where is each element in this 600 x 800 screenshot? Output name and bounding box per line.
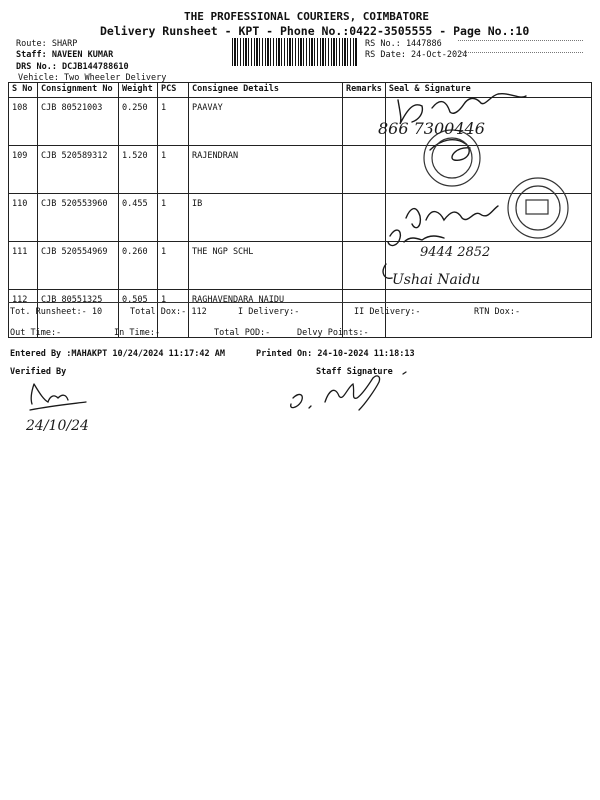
i-delivery: I Delivery:-: [238, 307, 300, 317]
vehicle-label: Vehicle: Two Wheeler Delivery: [18, 73, 167, 83]
cell-consignee: IB: [189, 194, 343, 242]
col-pcs: PCS: [158, 83, 189, 98]
header-dotted-rule-2: [458, 52, 583, 53]
handwritten-verify-date: 24/10/24: [26, 418, 89, 434]
cell-consignment: CJB 80521003: [38, 98, 119, 146]
tot-runsheet: Tot. Runsheet:- 10: [10, 307, 103, 317]
cell-sno: 111: [9, 242, 38, 290]
barcode-image: [232, 38, 358, 66]
total-pod: Total POD:-: [214, 328, 271, 338]
cell-pcs: 1: [158, 98, 189, 146]
cell-consignment: CJB 520554969: [38, 242, 119, 290]
summary-divider: [8, 302, 592, 303]
cell-sno: 112: [9, 290, 38, 338]
ii-delivery: II Delivery:-: [354, 307, 421, 317]
staff-signature-scribble: [285, 370, 445, 420]
company-title: THE PROFESSIONAL COURIERS, COIMBATORE: [184, 10, 430, 23]
cell-consignment: CJB 520553960: [38, 194, 119, 242]
handwritten-phone-1: 866 7300446: [378, 119, 485, 138]
col-weight: Weight: [119, 83, 158, 98]
cell-consignment: CJB 80551325: [38, 290, 119, 338]
cell-weight: 1.520: [119, 146, 158, 194]
signature-row-110-111: [388, 230, 444, 245]
handwritten-phone-2: 9444 2852: [420, 245, 491, 260]
col-remarks: Remarks: [343, 83, 386, 98]
printed-on: Printed On: 24-10-2024 11:18:13: [256, 349, 415, 359]
verified-by-label: Verified By: [10, 367, 67, 377]
cell-pcs: 1: [158, 242, 189, 290]
cell-consignee: PAAVAY: [189, 98, 343, 146]
runsheet-subtitle: Delivery Runsheet - KPT - Phone No.:0422-3505555 - Page No.:10: [100, 24, 530, 38]
seal-stamp: [508, 178, 568, 238]
cell-sno: 110: [9, 194, 38, 242]
handwritten-name-112: Ushai Naidu: [392, 272, 481, 288]
rtn-dox: RTN Dox:-: [474, 307, 521, 317]
signature-row-109: [430, 140, 470, 161]
out-time: Out Time:-: [10, 328, 62, 338]
signature-row-111: [406, 206, 498, 228]
cell-pcs: 1: [158, 194, 189, 242]
drs-number: DRS No.: DCJB144788610: [16, 62, 129, 72]
total-dox: Total Dox:- 112: [130, 307, 207, 317]
cell-weight: 0.455: [119, 194, 158, 242]
cell-consignee: RAGHAVENDARA NAIDU: [189, 290, 343, 338]
cell-consignee: THE NGP SCHL: [189, 242, 343, 290]
signature-stamp-overlay: [370, 86, 592, 296]
staff-signature-label: Staff Signature: [316, 367, 393, 377]
cell-weight: 0.260: [119, 242, 158, 290]
verified-by-signature: [20, 380, 110, 435]
delvy-points: Delvy Points:-: [297, 328, 369, 338]
col-sno: S No: [9, 83, 38, 98]
rs-number: RS No.: 1447886: [365, 39, 442, 49]
col-seal-signature: Seal & Signature: [385, 83, 591, 98]
route-label: Route: SHARP: [16, 39, 78, 49]
cell-weight: 0.250: [119, 98, 158, 146]
cell-consignee: RAJENDRAN: [189, 146, 343, 194]
col-consignee: Consignee Details: [189, 83, 343, 98]
header-dotted-rule: [458, 40, 583, 41]
staff-label: Staff: NAVEEN KUMAR: [16, 50, 114, 60]
col-consignment: Consignment No: [38, 83, 119, 98]
cell-weight: 0.505: [119, 290, 158, 338]
signature-row-112: [383, 264, 392, 278]
cell-sno: 108: [9, 98, 38, 146]
cell-pcs: 1: [158, 290, 189, 338]
in-time: In Time:-: [114, 328, 161, 338]
cell-consignment: CJB 520589312: [38, 146, 119, 194]
rs-date: RS Date: 24-Oct-2024: [365, 50, 468, 60]
entered-by: Entered By :MAHAKPT 10/24/2024 11:17:42 AM: [10, 349, 225, 359]
cell-sno: 109: [9, 146, 38, 194]
cell-pcs: 1: [158, 146, 189, 194]
